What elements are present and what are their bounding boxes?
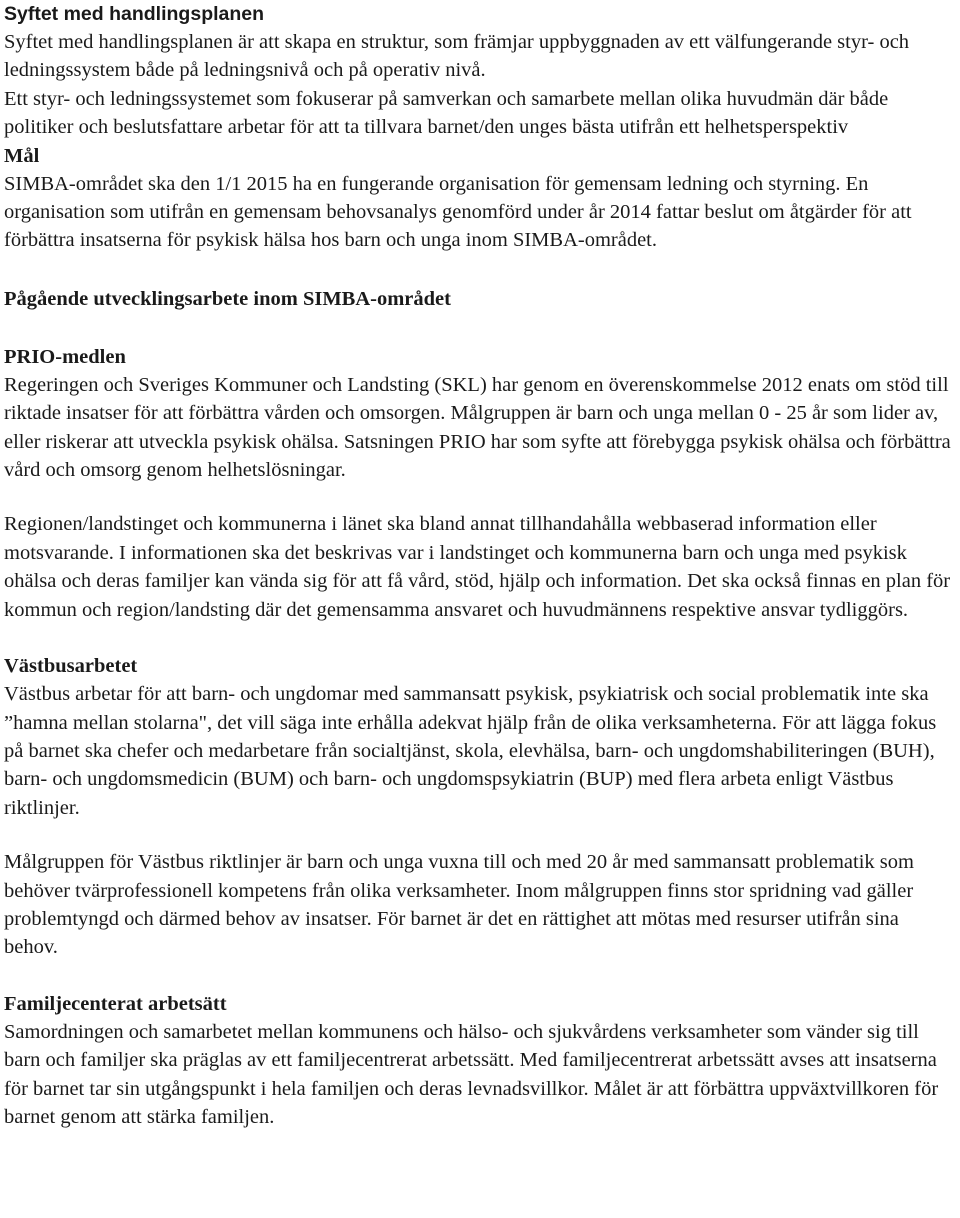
section-heading-vastbus: Västbusarbetet: [4, 655, 138, 678]
section-heading-familjecenterat: Familjecenterat arbetsätt: [4, 992, 227, 1015]
paragraph-vastbus-2: Målgruppen för Västbus riktlinjer är barn och unga vuxna till och med 20 år med sammansatt problematik som behöver tvärprofessionell kompetens från olika verksamheter. Inom målgruppen finns stor spridning vad gäller problemtyngd och därmed behov av insatser. För barnet är det en rättighet att mötas med resurser utifrån sina behov.: [4, 851, 914, 959]
section-syfte: [4, 0, 956, 142]
section-heading-mal: Mål: [4, 144, 40, 167]
document-page: [4, 0, 956, 1131]
paragraph-familjecenterat-1: Samordningen och samarbetet mellan kommunens och hälso- och sjukvårdens verksamheter som vänder sig till barn och familjer ska präglas av ett familjecentrerat arbetssätt. Med familjecentrerat arbetssätt avses att insatserna för barnet tar sin utgångspunkt i hela familjen och deras levnadsvillkor. Målet är att förbättra uppväxtvillkoren för barnet genom att stärka familjen.: [4, 1020, 939, 1128]
paragraph-syfte-2: Ett styr- och ledningssystemet som fokuserar på samverkan och samarbete mellan olika huvudmän där både politiker och beslutsfattare arbetar för att ta tillvara barnet/den unges bästa utifrån ett helhetsperspektiv: [4, 87, 889, 139]
paragraph-mal-1: SIMBA-området ska den 1/1 2015 ha en fungerande organisation för gemensam ledning och styrning. En organisation som utifrån en gemensam behovsanalys genomförd under år 2014 fattar beslut om åtgärder för att förbättra insatserna för psykisk hälsa hos barn och unga inom SIMBA-området.: [4, 172, 912, 252]
section-heading-prio: PRIO-medlen: [4, 345, 126, 368]
section-familjecenterat: [4, 990, 956, 1132]
section-heading-syfte: Syftet med handlingsplanen: [4, 3, 265, 25]
paragraph-vastbus-1: Västbus arbetar för att barn- och ungdomar med sammansatt psykisk, psykiatrisk och social problematik inte ska ”hamna mellan stolarna", det vill säga inte erhålla adekvat hjälp från de olika verksamheterna. För att lägga fokus på barnet ska chefer och medarbetare från socialtjänst, skola, elevhälsa, barn- och ungdomshabiliteringen (BUH), barn- och ungdomsmedicin (BUM) och barn- och ungdomspsykiatrin (BUP) med flera arbeta enligt Västbus riktlinjer.: [4, 683, 937, 819]
section-vastbus: [4, 652, 956, 962]
section-heading-pagaende: Pågående utvecklingsarbete inom SIMBA-området: [4, 287, 451, 310]
section-mal: [4, 142, 956, 255]
paragraph-prio-2: Regionen/landstinget och kommunerna i länet ska bland annat tillhandahålla webbaserad information eller motsvarande. I informationen ska det beskrivas var i landstinget och kommunerna barn och unga med psykisk ohälsa och deras familjer kan vända sig för att få vård, stöd, hjälp och information. Det ska också finnas en plan för kommun och region/landsting där det gemensamma ansvaret och huvudmännens respektive ansvar tydliggörs.: [4, 513, 951, 621]
paragraph-syfte-1: Syftet med handlingsplanen är att skapa en struktur, som främjar uppbyggnaden av ett välfungerande styr- och ledningssystem både på ledningsnivå och på operativ nivå.: [4, 31, 910, 82]
section-prio: [4, 343, 956, 624]
paragraph-prio-1: Regeringen och Sveriges Kommuner och Landsting (SKL) har genom en överenskommelse 2012 enats om stöd till riktade insatser för att förbättra vården och omsorgen. Målgruppen är barn och unga mellan 0 - 25 år som lider av, eller riskerar att utveckla psykisk ohälsa. Satsningen PRIO har som syfte att förebygga psykisk ohälsa och förbättra vård och omsorg genom helhetslösningar.: [4, 373, 951, 482]
section-pagaende: [4, 285, 956, 313]
